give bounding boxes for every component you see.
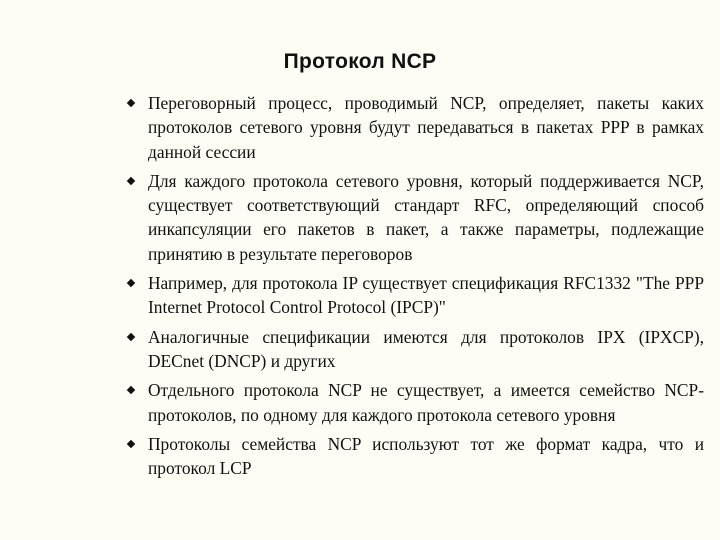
diamond-bullet-icon [127,177,135,185]
bullet-item [128,432,704,481]
bullet-text: Переговорный процесс, проводимый NCP, определяет, пакеты каких протоколов сетевого уровня будут передаваться в пакетах PPP в рамках данной сессии [148,93,704,162]
bullet-text: Отдельного протокола NCP не существует, а имеется семейство NCP-протоколов, по одному для каждого протокола сетевого уровня [148,380,704,425]
diamond-bullet-icon [127,386,135,394]
bullet-item [128,169,704,266]
bullet-item [128,271,704,320]
diamond-bullet-icon [127,99,135,107]
bullet-text: Протоколы семейства NCP используют тот же формат кадра, что и протокол LCP [148,433,704,479]
bullet-item [128,91,704,164]
diamond-bullet-icon [127,279,135,287]
bullet-item [128,325,704,374]
slide-title: Протокол NCP [283,50,437,73]
bullet-item [128,378,704,427]
diamond-bullet-icon [127,332,135,340]
bullet-text: Для каждого протокола сетевого уровня, который поддерживается NCP, существует соответствующий стандарт RFC, определяющий способ инкапсуляции его пакетов в пакет, а также параметры, подлежащие принятию в результате переговоров [148,170,704,264]
bullet-list [128,91,704,485]
bullet-text: Аналогичные спецификации имеются для протоколов IPX (IPXCP), DECnet (DNCP) и других [148,326,704,371]
diamond-bullet-icon [127,440,135,448]
bullet-text: Например, для протокола IP существует спецификация RFC1332 "The PPP Internet Protocol Control Protocol (IPCP)" [148,273,704,318]
